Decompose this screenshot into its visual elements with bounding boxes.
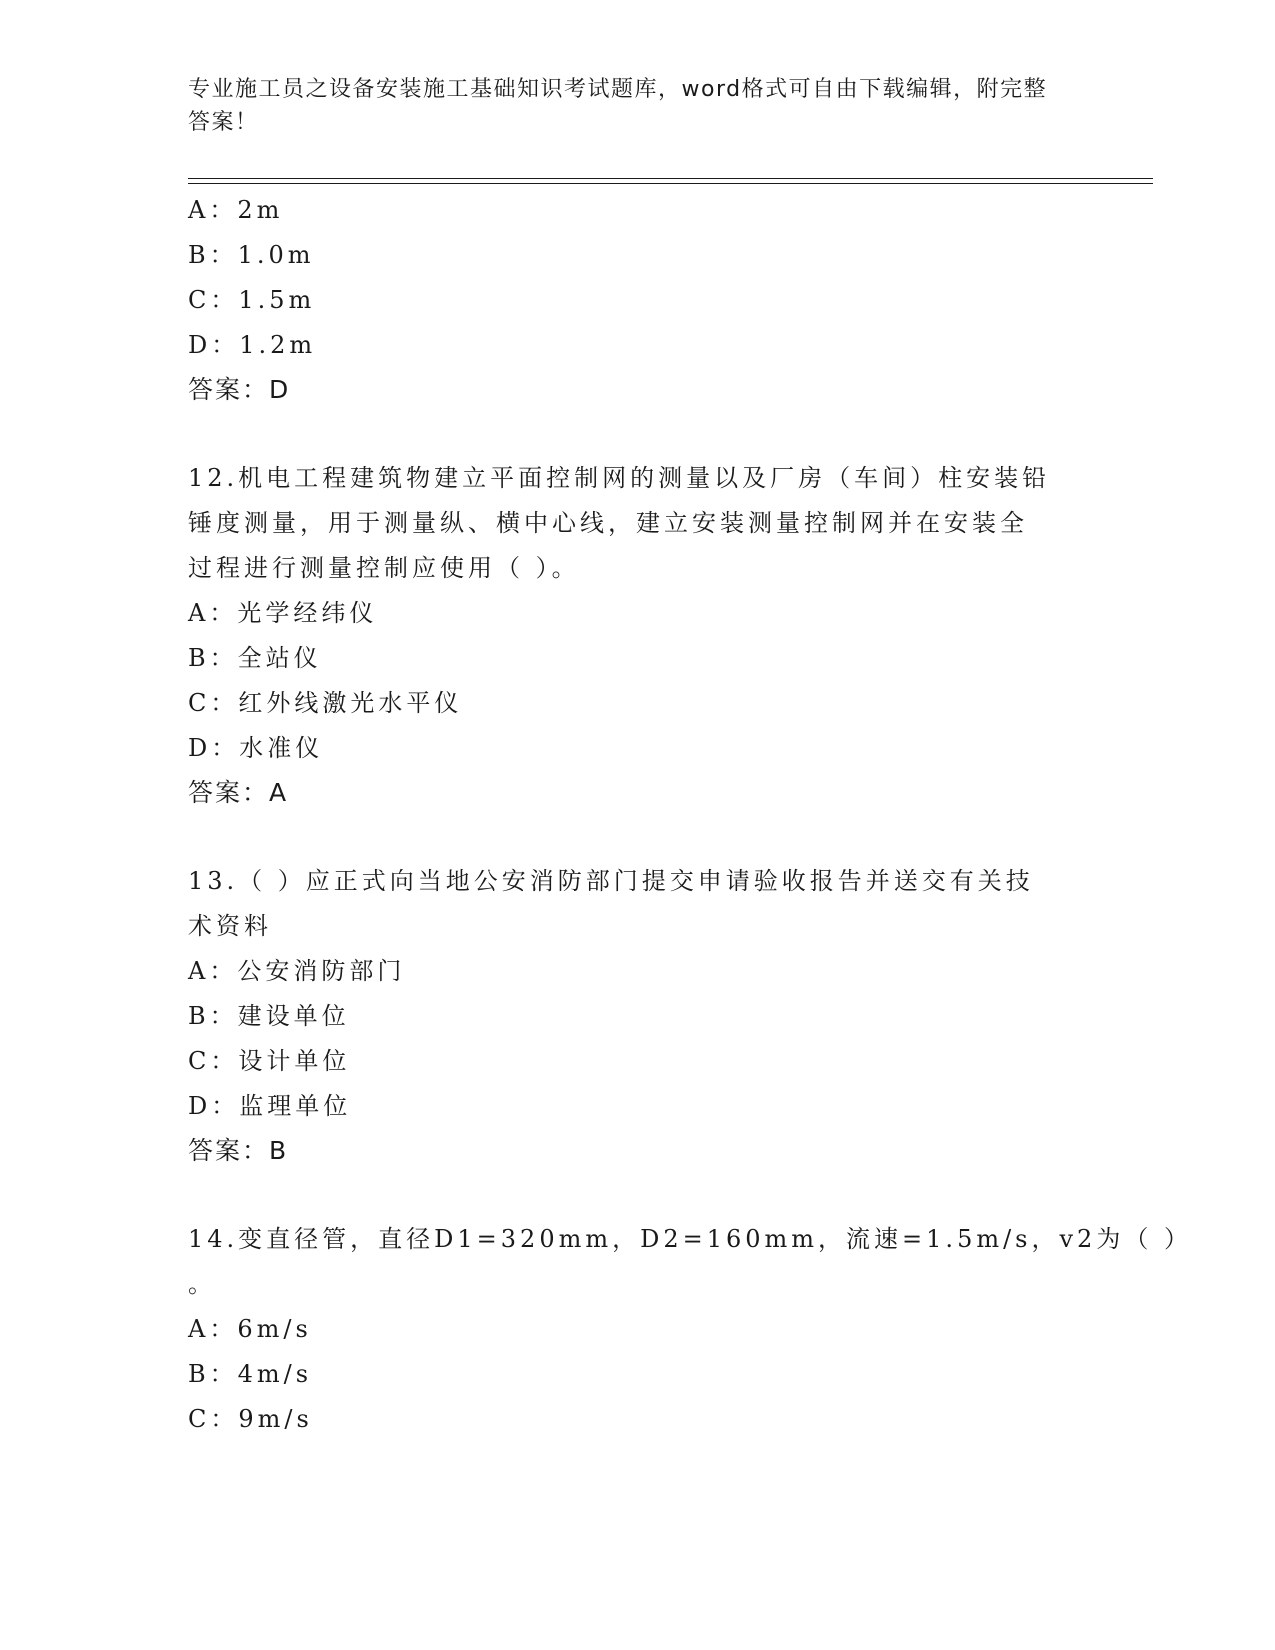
q14-option-b: B：4m/s [188, 1360, 313, 1388]
q12-option-d: D：水准仪 [188, 734, 324, 762]
q12-question-line-1: 12.机电工程建筑物建立平面控制网的测量以及厂房（车间）柱安装铅 [188, 464, 1051, 492]
q13-question-line-1: 13.（ ）应正式向当地公安消防部门提交申请验收报告并送交有关技 [188, 867, 1034, 895]
q11-option-a: A：2m [188, 196, 284, 224]
q12-option-a: A：光学经纬仪 [188, 599, 378, 627]
document-header: 专业施工员之设备安装施工基础知识考试题库，word格式可自由下载编辑，附完整答案！ [188, 77, 1048, 135]
q14-option-a: A：6m/s [188, 1315, 312, 1343]
header-rule-bottom [188, 183, 1153, 184]
q14-option-c: C：9m/s [188, 1405, 313, 1433]
q11-answer: 答案：D [188, 375, 291, 404]
q13-option-b: B：建设单位 [188, 1002, 350, 1030]
q14-question-line-1: 14.变直径管，直径D1=320mm，D2=160mm，流速=1.5m/s，v2为（ ） [188, 1225, 1192, 1253]
q11-option-c: C：1.5m [188, 286, 316, 314]
q11-option-d: D：1.2m [188, 331, 317, 359]
q12-question-line-3: 过程进行测量控制应使用（ ）。 [188, 554, 580, 582]
q13-option-c: C：设计单位 [188, 1047, 351, 1075]
q13-answer: 答案：B [188, 1136, 289, 1165]
q12-option-c: C：红外线激光水平仪 [188, 689, 463, 717]
q12-answer: 答案：A [188, 778, 289, 807]
q11-option-b: B：1.0m [188, 241, 315, 269]
q13-option-d: D：监理单位 [188, 1092, 352, 1120]
q12-option-b: B：全站仪 [188, 644, 322, 672]
q12-question-line-2: 锤度测量，用于测量纵、横中心线，建立安装测量控制网并在安装全 [188, 509, 1028, 537]
q13-option-a: A：公安消防部门 [188, 957, 406, 985]
q14-question-line-2: 。 [188, 1270, 216, 1298]
q13-question-line-2: 术资料 [188, 912, 272, 940]
header-rule-top [188, 178, 1153, 179]
